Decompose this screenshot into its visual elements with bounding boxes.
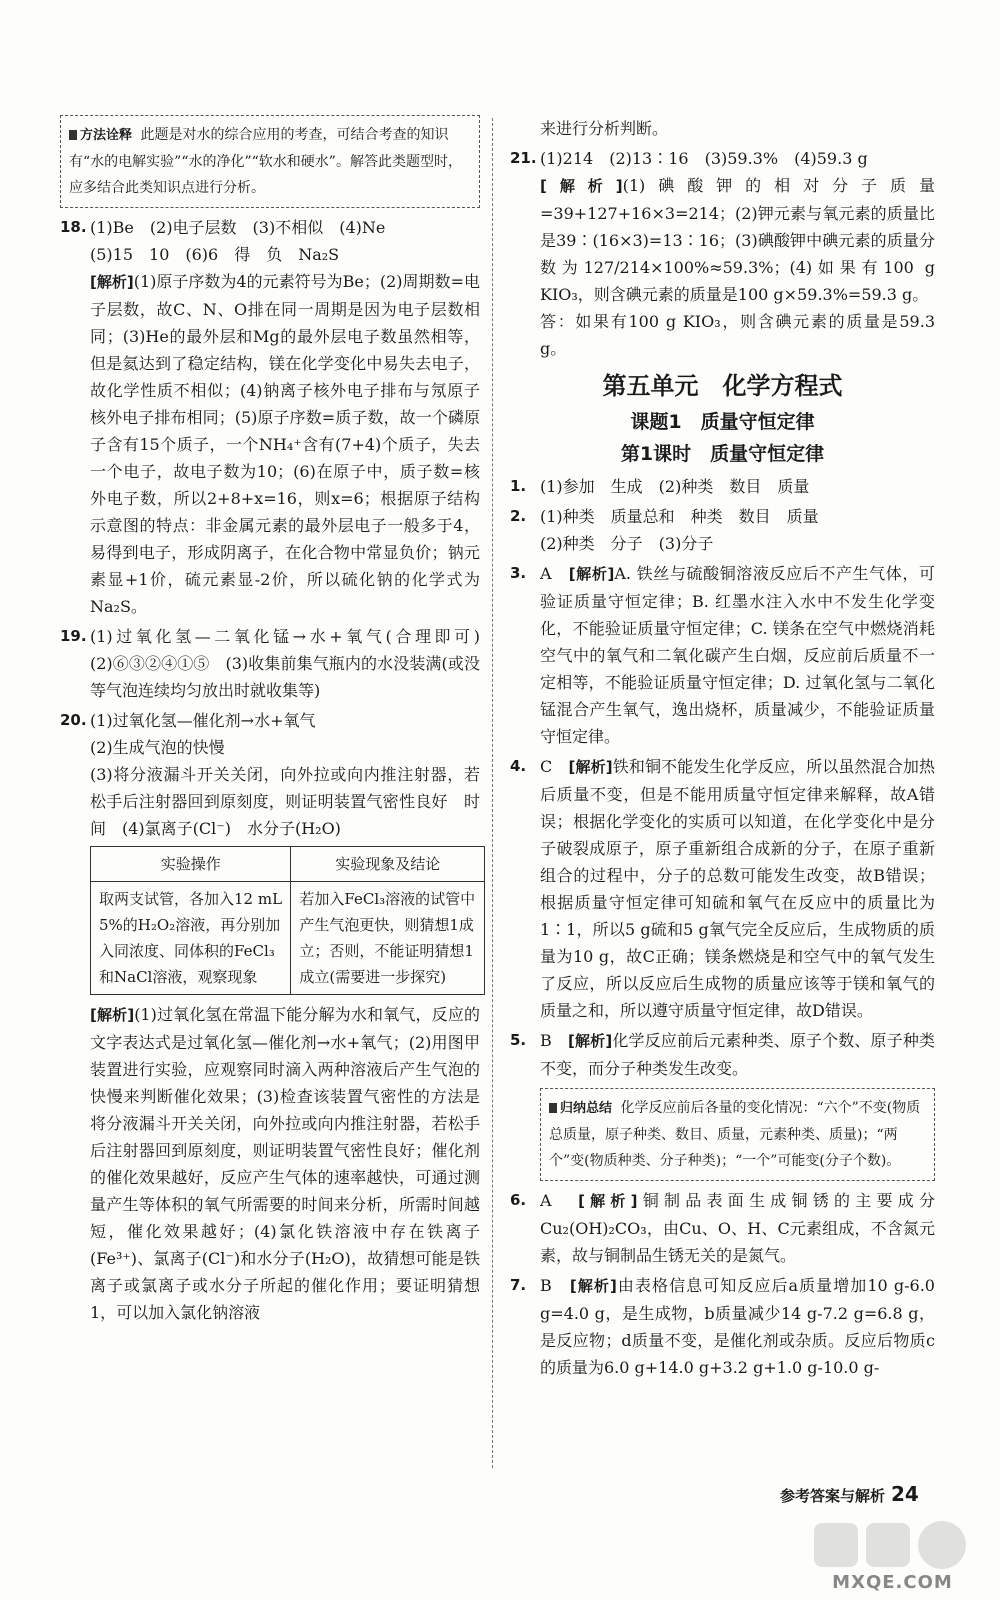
answer-line: (1)过氧化氢—催化剂→水+氧气 (90, 711, 316, 730)
question-4 (510, 753, 935, 1024)
choice-answer: B (540, 1031, 552, 1050)
analysis-text: A. 铁丝与硫酸铜溶液反应后不产生气体，可验证质量守恒定律；B. 红墨水注入水中不发生化学变化，不能验证质量守恒定律；C. 镁条在空气中燃烧消耗空气中的氧气和二氧化碳产生白烟，反应前后质量不一定相等，不能验证质量守恒定律；D. 过氧化氢与二氧化锰混合产生氧气，逸出烧杯，质量减少，不能验证质量守恒定律。 (540, 564, 935, 746)
question-number: 5. (510, 1031, 527, 1049)
answer-line: (2)生成气泡的快慢 (90, 738, 225, 757)
question-6 (510, 1187, 935, 1269)
analysis-label: [解析] (540, 177, 623, 195)
question-number: 6. (510, 1191, 527, 1209)
answer-line: (5)15 10 (6)6 得 负 Na₂S (90, 245, 340, 264)
question-number: 20. (60, 711, 87, 729)
answer-line: (3)将分液漏斗开关关闭，向外拉或向内推注射器，若松手后注射器回到原刻度，则证明装置气密性良好 时间 (4)氯离子(Cl⁻) 水分子(H₂O) (90, 765, 480, 838)
analysis-text: 由表格信息可知反应后a质量增加10 g-6.0 g=4.0 g，是生成物，b质量减少14 g-7.2 g=6.8 g，是反应物；d质量不变，是催化剂或杂质。反应后物质c的质量为6.0 g+14.0 g+3.2 g+1.0 g-10.0 g- (540, 1276, 935, 1377)
table-row (91, 882, 485, 995)
table-cell: 取两支试管，各加入12 mL 5%的H₂O₂溶液，再分别加入同浓度、同体积的FeCl₃和NaCl溶液，观察现象 (91, 882, 291, 995)
question-number: 2. (510, 507, 527, 525)
column-divider (492, 118, 493, 1468)
question-number: 4. (510, 757, 527, 775)
summary-text: 化学反应前后各量的变化情况：“六个”不变(物质总质量，原子种类、数目、质量，元素种类、质量)；“两个”变(物质种类、分子种类)；“一个”可能变(分子个数)。 (549, 1100, 921, 1169)
right-column (510, 115, 935, 1381)
analysis-label: [解析] (568, 1032, 613, 1050)
analysis-label: [解析] (568, 565, 615, 583)
answer-line: (2)种类 分子 (3)分子 (540, 534, 714, 553)
question-number: 18. (60, 218, 87, 236)
analysis-label: [解析] (90, 273, 134, 291)
analysis-label: [解析] (90, 1006, 135, 1024)
continued-text: 来进行分析判断。 (540, 119, 669, 138)
method-explanation-text: 此题是对水的综合应用的考查，可结合考查的知识有“水的电解实验”“水的净化”“软水和硬水”。解答此类题型时，应多结合此类知识点进行分析。 (69, 127, 462, 196)
table-header: 实验现象及结论 (291, 847, 485, 882)
analysis-label: [解析] (578, 1192, 638, 1210)
answer-text: (1)参加 生成 (2)种类 数目 质量 (540, 477, 810, 496)
question-20 (60, 707, 480, 842)
page-footer (780, 1482, 919, 1506)
question-3 (510, 560, 935, 750)
lesson-title: 第1课时 质量守恒定律 (620, 443, 825, 465)
table-cell: 若加入FeCl₃溶液的试管中产生气泡更快，则猜想1成立；否则，不能证明猜想1成立(需要进一步探究) (291, 882, 485, 995)
answer-line: (1)214 (2)13∶16 (3)59.3% (4)59.3 g (540, 149, 868, 168)
choice-answer: A (540, 1191, 552, 1210)
question-number: 3. (510, 564, 527, 582)
analysis-text: 铜制品表面生成铜锈的主要成分Cu₂(OH)₂CO₃，由Cu、O、H、C元素组成，不含氮元素，故与铜制品生锈无关的是氮气。 (540, 1191, 935, 1265)
analysis-label: [解析] (569, 1277, 617, 1295)
analysis-text: (1)过氧化氢在常温下能分解为水和氧气，反应的文字表达式是过氧化氢—催化剂→水+氧气；(2)用图甲装置进行实验，应观察同时滴入两种溶液后产生气泡的快慢来判断催化效果；(3)检查该装置气密性的方法是将分液漏斗开关关闭，向外拉或向内推注射器，若松手后注射器回到原刻度，则证明装置气密性良好；催化剂的催化效果越好，反应产生气体的速率越快，可通过测量产生等体积的氧气所需要的时间来分析，所需时间越短，催化效果越好；(4)氯化铁溶液中存在铁离子(Fe³⁺)、氯离子(Cl⁻)和水分子(H₂O)，故猜想可能是铁离子或氯离子或水分子所起的催化作用；要证明猜想1，可以加入氯化钠溶液 (90, 1005, 480, 1322)
question-18 (60, 214, 480, 268)
table-header-row (91, 847, 485, 882)
summary-box (540, 1088, 935, 1181)
question-19 (60, 623, 497, 704)
question-20-analysis (60, 1001, 480, 1326)
choice-answer: C (540, 757, 553, 776)
answer-statement: 答：如果有100 g KIO₃，则含碘元素的质量是59.3 g。 (540, 312, 935, 358)
method-explanation-box (60, 115, 480, 208)
method-explanation-tag: 方法诠释 (69, 128, 132, 143)
unit-title: 第五单元 化学方程式 (602, 372, 843, 400)
choice-answer: B (540, 1276, 552, 1295)
question-21 (510, 145, 935, 172)
table-header: 实验操作 (91, 847, 291, 882)
question-number: 7. (510, 1276, 527, 1294)
experiment-table-wrap (60, 846, 480, 995)
answer-text: (1)过氧化氢—二氧化锰→水+氧气(合理即可) (2)⑥③②④①⑤ (3)收集前集气瓶内的水没装满(或没等气泡连续均匀放出时就收集等) (90, 627, 497, 700)
question-number: 1. (510, 477, 527, 495)
footer-label: 参考答案与解析 (780, 1487, 886, 1505)
summary-tag: 归纳总结 (549, 1101, 612, 1116)
analysis-text: 铁和铜不能发生化学反应，所以虽然混合加热后质量不变，但是不能用质量守恒定律来解释，故A错误；根据化学变化的实质可以知道，在化学变化中是分子破裂成原子，原子重新组合成新的分子，在原子重新组合的过程中，分子的总数可能发生改变，故B错误；根据质量守恒定律可知硫和氧气在反应中的质量比为1∶1，所以5 g硫和5 g氧气完全反应后，生成物质的质量为10 g，故C正确；镁条燃烧是和空气中的氧气发生了反应，所以反应后生成物的质量应该等于镁和氧气的质量之和，所以遵守质量守恒定律，故D错误。 (540, 757, 935, 1020)
question-7 (510, 1272, 935, 1381)
answer-line: (1)种类 质量总和 种类 数目 质量 (540, 507, 819, 526)
question-1 (510, 473, 935, 500)
analysis-text: (1)原子序数为4的元素符号为Be；(2)周期数=电子层数，故C、N、O排在同一周期是因为电子层数相同；(3)He的最外层和Mg的最外层电子数虽然相等，但是氦达到了稳定结构，镁在化学变化中易失去电子，故化学性质不相似；(4)钠离子核外电子排布与氖原子核外电子排布相同；(5)原子序数=质子数，故一个磷原子含有15个质子，一个NH₄⁺含有(7+4)个质子，失去一个电子，故电子数为10；(6)在原子中，质子数=核外电子数，所以2+8+x=16，则x=6；根据原子结构示意图的特点：非金属元素的最外层电子一般多于4，易得到电子，形成阴离子，在化合物中常显负价；钠元素显+1价，硫元素显-2价，所以硫化钠的化学式为Na₂S。 (90, 272, 480, 616)
analysis-text: (1)碘酸钾的相对分子质量=39+127+16×3=214；(2)钾元素与氧元素的质量比是39∶(16×3)=13∶16；(3)碘酸钾中碘元素的质量分数为127/214×100%≈59.3%；(4)如果有100 g KIO₃，则含碘元素的质量是100 g×59.3%=59.3 g。 (540, 176, 935, 304)
question-21-analysis (510, 172, 935, 362)
question-number: 19. (60, 627, 87, 645)
experiment-table (90, 846, 485, 995)
page-number: 24 (891, 1482, 919, 1506)
answer-line: (1)Be (2)电子层数 (3)不相似 (4)Ne (90, 218, 386, 237)
analysis-label: [解析] (568, 758, 613, 776)
watermark-text: MXQE.COM (832, 1572, 953, 1593)
left-column (60, 115, 497, 1326)
question-18-analysis (60, 268, 480, 620)
question-2 (510, 503, 935, 557)
analysis-text: 化学反应前后元素种类、原子个数、原子种类不变，而分子种类发生改变。 (540, 1031, 935, 1078)
question-number: 21. (510, 149, 537, 167)
topic-title: 课题1 质量守恒定律 (630, 411, 815, 433)
choice-answer: A (540, 564, 552, 583)
question-5 (510, 1027, 935, 1082)
